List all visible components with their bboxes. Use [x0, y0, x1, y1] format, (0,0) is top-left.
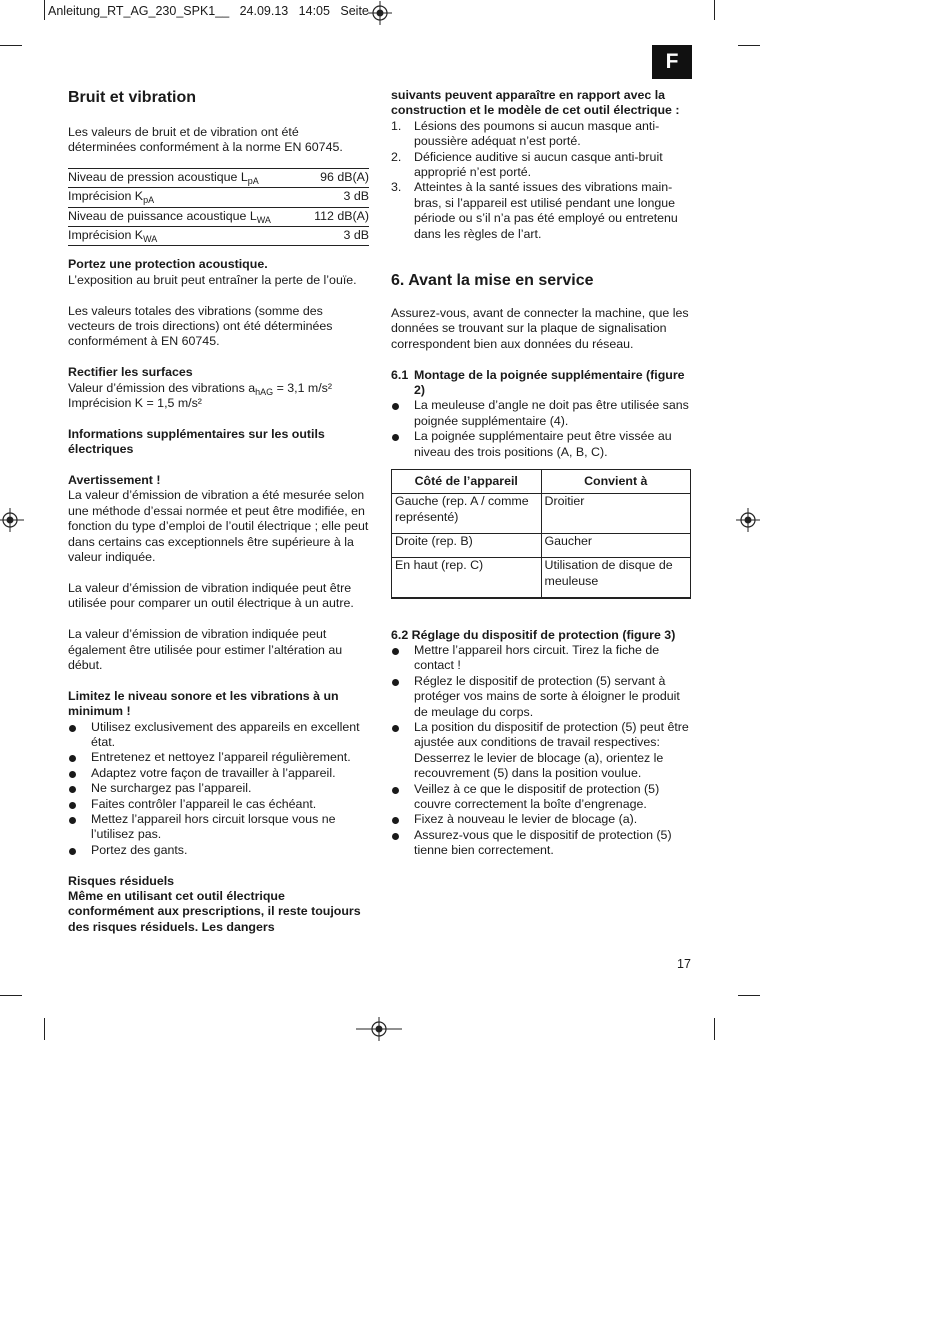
list-item: Adaptez votre façon de travailler à l’appareil. [68, 766, 370, 781]
right-column [391, 88, 693, 859]
left-column [68, 88, 370, 935]
vibration-total-text: Les valeurs totales des vibrations (somme des vecteurs de trois directions) ont été déterminées conformément à EN 60745. [68, 303, 333, 349]
surfaces-emission: Valeur d’émission des vibrations $a_{hAG} = 3,1$ m/s² [68, 380, 332, 397]
risks-text: Même en utilisant cet outil électrique conformément aux prescriptions, il reste toujours des risques résiduels. Les dangers [68, 888, 361, 934]
section6-text: Assurez-vous, avant de connecter la machine, que les données se trouvant sur la plaque de signalisation correspondent bien aux données du réseau. [391, 306, 689, 351]
list-item: Faites contrôler l’appareil le cas échéant. [68, 797, 370, 812]
section-title-noise: Bruit et vibration [68, 89, 197, 106]
list-item: 1. Lésions des poumons si aucun masque anti-poussière adéquat n’est porté. [391, 118, 660, 149]
list-item: Mettez l’appareil hors circuit lorsque vous ne l’utilisez pas. [68, 812, 370, 843]
header-date: 24.09.13 [239, 4, 289, 18]
table-header: Côté de l’appareil [392, 470, 542, 494]
list-item: Réglez le dispositif de protection (5) servant à protéger vos mains de sorte à éloigner le produit de meulage du corps. [391, 674, 693, 720]
warning-text: La valeur d’émission de vibration a été mesurée selon une méthode d’essai normée et peut être modifiée, en fonction du type d’emploi de l’outil électrique ; elle peut dans certains cas exceptionnels être supérieure à la valeur indiquée. [68, 488, 369, 565]
list-item: Assurez-vous que le dispositif de protection (5) tienne bien correctement. [391, 828, 693, 859]
list-item: Fixez à nouveau le levier de blocage (a). [391, 812, 693, 827]
print-header [48, 4, 369, 18]
risks-title: Risques résiduels [68, 873, 175, 888]
list-item: Ne surchargez pas l’appareil. [68, 781, 370, 796]
list-item: La meuleuse d’angle ne doit pas être utilisée sans poignée supplémentaire (4). [391, 398, 693, 429]
registration-mark-icon [0, 508, 24, 532]
table-row: Imprécision $K_{WA}$ 3 dB [68, 228, 369, 245]
risk-list [391, 119, 693, 242]
estimate-text: La valeur d’émission de vibration indiquée peut également être utilisée pour estimer l’altération au début. [68, 627, 343, 672]
risks-continued: suivants peuvent apparaître en rapport avec la construction et le modèle de cet outil électrique : [391, 88, 680, 118]
header-time: 14:05 [298, 4, 330, 18]
table-header-row [392, 470, 691, 494]
registration-mark-icon [368, 1, 392, 25]
list-item: Entretenez et nettoyez l’appareil régulièrement. [68, 750, 370, 765]
registration-mark-icon [356, 1017, 402, 1041]
surfaces-title: Rectifier les surfaces [68, 365, 193, 380]
subsection-6-1-title: 6.1 Montage de la poignée supplémentaire (figure 2) [391, 367, 685, 398]
protection-title: Portez une protection acoustique. [68, 257, 268, 272]
table-row: Imprécision $K_{pA}$ 3 dB [68, 189, 369, 206]
handle-position-table [391, 469, 691, 599]
compare-text: La valeur d’émission de vibration indiquée peut être utilisée pour comparer un outil électrique à un autre. [68, 580, 354, 611]
table-row: Niveau de puissance acoustique $L_{WA}$ 112 dB(A) [68, 208, 369, 225]
list-item: La position du dispositif de protection (5) peut être ajustée aux conditions de travail respectives: Desserrez le levier de blocage (a), orientez le recouvrement (5) dans la position voulue. [391, 720, 693, 782]
list-item: 2. Déficience auditive si aucun casque anti-bruit approprié n’est porté. [391, 149, 663, 180]
header-seite: Seite [340, 4, 369, 18]
surfaces-imprecision: Imprécision K = 1,5 m/s² [68, 396, 202, 411]
language-tab: F [652, 45, 692, 79]
list-item: Utilisez exclusivement des appareils en excellent état. [68, 720, 370, 751]
s62-list [391, 643, 693, 859]
list-item: Veillez à ce que le dispositif de protection (5) couvre correctement la boîte d’engrenage. [391, 782, 693, 813]
registration-mark-icon [736, 508, 760, 532]
info-title: Informations supplémentaires sur les outils électriques [68, 426, 325, 457]
page-number: 17 [677, 957, 691, 971]
table-row: Gauche (rep. A / comme représenté) Droitier [392, 494, 691, 534]
list-item: Portez des gants. [68, 843, 370, 858]
list-item: 3. Atteintes à la santé issues des vibrations main-bras, si l’appareil est utilisé pendant une longue période ou s’il n’a pas été employé ou entretenu dans les règles de l’art. [391, 180, 678, 241]
limit-list [68, 720, 370, 859]
table-row: En haut (rep. C) Utilisation de disque de meuleuse [392, 558, 691, 598]
header-filename: Anleitung_RT_AG_230_SPK1__ [48, 4, 230, 18]
table-row: Niveau de pression acoustique $L_{pA}$ 96 dB(A) [68, 169, 369, 186]
list-item: La poignée supplémentaire peut être vissée au niveau des trois positions (A, B, C). [391, 429, 693, 460]
protection-text: L’exposition au bruit peut entraîner la perte de l’ouïe. [68, 272, 357, 287]
limit-title: Limitez le niveau sonore et les vibrations à un minimum ! [68, 688, 339, 719]
noise-spec-table [68, 168, 369, 247]
table-row: Droite (rep. B) Gaucher [392, 534, 691, 558]
table-header: Convient à [541, 470, 691, 494]
s61-list [391, 398, 693, 460]
subsection-6-2-title: 6.2 Réglage du dispositif de protection (figure 3) [391, 627, 676, 642]
warning-title: Avertissement ! [68, 473, 161, 488]
section-title-6: 6. Avant la mise en service [391, 272, 594, 290]
list-item: Mettre l’appareil hors circuit. Tirez la fiche de contact ! [391, 643, 693, 674]
noise-intro: Les valeurs de bruit et de vibration ont été déterminées conformément à la norme EN 60745. [68, 125, 343, 155]
